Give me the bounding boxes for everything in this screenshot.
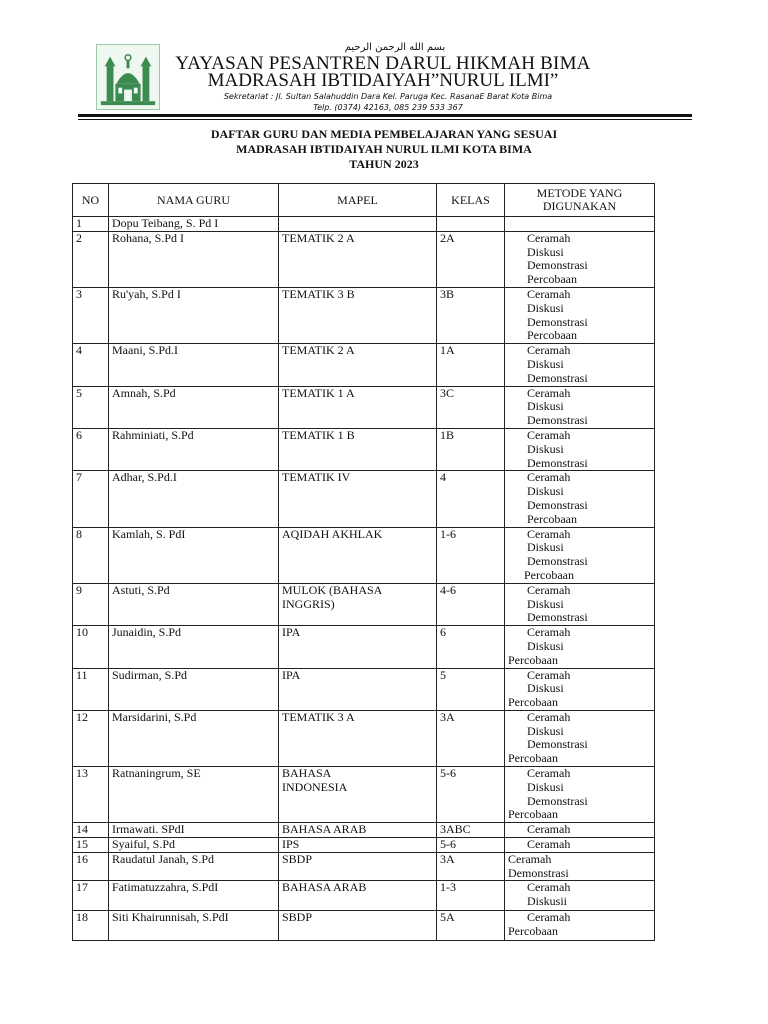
method-item: Diskusi bbox=[527, 399, 564, 414]
method-item: Demonstrasi bbox=[527, 413, 588, 428]
subject bbox=[279, 217, 437, 232]
row-number: 4 bbox=[73, 344, 109, 386]
method-item: Diskusi bbox=[527, 484, 564, 499]
teacher-name: Syaiful, S.Pd bbox=[109, 838, 279, 853]
method-item: Diskusii bbox=[527, 894, 568, 909]
title-line-2: MADRASAH IBTIDAIYAH NURUL ILMI KOTA BIMA bbox=[236, 142, 532, 156]
method-item: Ceramah bbox=[527, 470, 571, 485]
method-item: Diskusi bbox=[527, 441, 564, 456]
header-kelas: KELAS bbox=[437, 184, 505, 217]
teaching-methods bbox=[505, 428, 655, 470]
method-item: Demonstrasi bbox=[527, 258, 588, 273]
teacher-name: Ratnaningrum, SE bbox=[109, 767, 279, 823]
method-item: Diskusi bbox=[527, 638, 564, 653]
method-item: Ceramah bbox=[527, 231, 571, 245]
class-level: 1A bbox=[437, 344, 505, 386]
teaching-methods bbox=[505, 231, 655, 287]
table-header-row bbox=[73, 184, 655, 217]
teaching-methods bbox=[505, 217, 655, 232]
teacher-name: Rohana, S.Pd I bbox=[109, 231, 279, 287]
class-level bbox=[437, 217, 505, 232]
subject: TEMATIK 2 A bbox=[279, 231, 437, 287]
method-item: Percobaan bbox=[527, 328, 577, 343]
teacher-name: Siti Khairunnisah, S.PdI bbox=[109, 911, 279, 941]
header-metode bbox=[505, 184, 655, 217]
method-item: Diskusi bbox=[527, 779, 564, 794]
teaching-methods bbox=[505, 527, 655, 583]
row-number: 15 bbox=[73, 838, 109, 853]
teaching-methods bbox=[505, 710, 655, 766]
table-row bbox=[73, 344, 655, 386]
table-row bbox=[73, 471, 655, 527]
row-number: 12 bbox=[73, 710, 109, 766]
row-number: 13 bbox=[73, 767, 109, 823]
subject: IPS bbox=[279, 838, 437, 853]
method-item: Ceramah bbox=[527, 343, 571, 358]
teacher-name: Maani, S.Pd.I bbox=[109, 344, 279, 386]
class-level: 5-6 bbox=[437, 838, 505, 853]
teacher-name: Dopu Teibang, S. Pd I bbox=[109, 217, 279, 232]
method-item: Ceramah bbox=[527, 386, 571, 400]
teacher-name: Fatimatuzzahra, S.PdI bbox=[109, 881, 279, 911]
method-item: Demonstrasi bbox=[527, 737, 588, 752]
method-item: Percobaan bbox=[508, 695, 558, 710]
subject: BAHASA ARAB bbox=[279, 881, 437, 911]
class-level: 1-6 bbox=[437, 527, 505, 583]
teaching-methods bbox=[505, 838, 655, 853]
subject: TEMATIK IV bbox=[279, 471, 437, 527]
method-item: Ceramah bbox=[527, 710, 571, 724]
method-item: Ceramah bbox=[527, 910, 571, 925]
table-row bbox=[73, 710, 655, 766]
row-number: 7 bbox=[73, 471, 109, 527]
teaching-methods bbox=[505, 626, 655, 668]
method-item: Ceramah bbox=[527, 625, 571, 640]
method-item: Diskusi bbox=[527, 681, 564, 696]
method-item: Ceramah bbox=[527, 766, 571, 781]
header-metode-line2: DIGUNAKAN bbox=[542, 199, 617, 213]
subject: BAHASA INDONESIA bbox=[279, 767, 437, 823]
method-item: Percobaan bbox=[508, 807, 558, 822]
teacher-name: Sudirman, S.Pd bbox=[109, 668, 279, 710]
teaching-methods bbox=[505, 344, 655, 386]
table-row bbox=[73, 583, 655, 625]
table-row bbox=[73, 626, 655, 668]
row-number: 17 bbox=[73, 881, 109, 911]
document-title bbox=[100, 127, 668, 172]
row-number: 10 bbox=[73, 626, 109, 668]
header-metode-line1: METODE YANG bbox=[536, 186, 623, 200]
teacher-name: Ru'yah, S.Pd I bbox=[109, 287, 279, 343]
subject: IPA bbox=[279, 668, 437, 710]
method-item: Diskusi bbox=[527, 540, 564, 555]
class-level: 3B bbox=[437, 287, 505, 343]
teaching-methods bbox=[505, 911, 655, 941]
method-item: Diskusi bbox=[527, 300, 564, 315]
row-number: 14 bbox=[73, 823, 109, 838]
method-item: Diskusi bbox=[527, 596, 564, 611]
class-level: 3C bbox=[437, 386, 505, 428]
teacher-name: Junaidin, S.Pd bbox=[109, 626, 279, 668]
class-level: 5-6 bbox=[437, 767, 505, 823]
row-number: 1 bbox=[73, 217, 109, 232]
teaching-methods bbox=[505, 471, 655, 527]
class-level: 4-6 bbox=[437, 583, 505, 625]
teacher-name: Rahminiati, S.Pd bbox=[109, 428, 279, 470]
subject: SBDP bbox=[279, 852, 437, 881]
basmala-text: بسم الله الرحمن الرحيم bbox=[344, 42, 446, 53]
teaching-methods bbox=[505, 287, 655, 343]
class-level: 3A bbox=[437, 710, 505, 766]
row-number: 9 bbox=[73, 583, 109, 625]
teaching-methods bbox=[505, 823, 655, 838]
subject: MULOK (BAHASA INGGRIS) bbox=[279, 583, 437, 625]
teaching-methods bbox=[505, 668, 655, 710]
teacher-name: Marsidarini, S.Pd bbox=[109, 710, 279, 766]
table-row bbox=[73, 881, 655, 911]
mosque-logo-icon bbox=[96, 44, 160, 110]
subject: TEMATIK 1 A bbox=[279, 386, 437, 428]
subject: TEMATIK 1 B bbox=[279, 428, 437, 470]
method-item: Demonstrasi bbox=[508, 865, 569, 880]
class-level: 4 bbox=[437, 471, 505, 527]
method-item: Ceramah bbox=[527, 668, 571, 682]
table-row bbox=[73, 386, 655, 428]
method-item: Diskusi bbox=[527, 723, 564, 738]
method-item: Ceramah bbox=[527, 837, 571, 852]
method-item: Ceramah bbox=[527, 287, 571, 301]
table-row bbox=[73, 527, 655, 583]
table-row bbox=[73, 217, 655, 232]
teaching-methods bbox=[505, 852, 655, 881]
row-number: 2 bbox=[73, 231, 109, 287]
class-level: 5 bbox=[437, 668, 505, 710]
header-nama: NAMA GURU bbox=[109, 184, 279, 217]
class-level: 2A bbox=[437, 231, 505, 287]
teacher-name: Kamlah, S. PdI bbox=[109, 527, 279, 583]
subject: TEMATIK 3 B bbox=[279, 287, 437, 343]
method-item: Percobaan bbox=[527, 511, 577, 526]
table-row bbox=[73, 767, 655, 823]
row-number: 3 bbox=[73, 287, 109, 343]
method-item: Diskusi bbox=[527, 356, 564, 371]
method-item: Demonstrasi bbox=[527, 455, 588, 470]
class-level: 1B bbox=[437, 428, 505, 470]
method-item: Percobaan bbox=[527, 272, 577, 287]
title-line-3: TAHUN 2023 bbox=[349, 157, 419, 171]
teacher-name: Astuti, S.Pd bbox=[109, 583, 279, 625]
subject: IPA bbox=[279, 626, 437, 668]
class-level: 3A bbox=[437, 852, 505, 881]
table-row bbox=[73, 823, 655, 838]
subject: TEMATIK 3 A bbox=[279, 710, 437, 766]
method-item: Demonstrasi bbox=[527, 370, 588, 385]
table-row bbox=[73, 838, 655, 853]
table-row bbox=[73, 428, 655, 470]
title-line-1: DAFTAR GURU DAN MEDIA PEMBELAJARAN YANG SESUAI bbox=[210, 127, 558, 141]
class-level: 5A bbox=[437, 911, 505, 941]
method-item: Percobaan bbox=[524, 567, 574, 582]
method-item: Ceramah bbox=[527, 880, 571, 895]
teacher-name: Adhar, S.Pd.I bbox=[109, 471, 279, 527]
class-level: 1-3 bbox=[437, 881, 505, 911]
row-number: 8 bbox=[73, 527, 109, 583]
subject: TEMATIK 2 A bbox=[279, 344, 437, 386]
header-divider-thick bbox=[78, 114, 692, 117]
method-item: Diskusi bbox=[527, 244, 564, 259]
method-item: Demonstrasi bbox=[527, 610, 588, 625]
method-item: Ceramah bbox=[527, 822, 571, 837]
method-item: Percobaan bbox=[508, 652, 558, 667]
class-level: 6 bbox=[437, 626, 505, 668]
address-text: Sekretariat : Jl. Sultan Salahuddin Dara Kel. Paruga Kec. RasanaE Barat Kota Bima bbox=[223, 92, 553, 101]
table-row bbox=[73, 287, 655, 343]
teacher-name: Amnah, S.Pd bbox=[109, 386, 279, 428]
table-row bbox=[73, 852, 655, 881]
method-item: Percobaan bbox=[508, 924, 558, 939]
header-divider-thin bbox=[78, 119, 692, 120]
teaching-methods bbox=[505, 881, 655, 911]
header-mapel: MAPEL bbox=[279, 184, 437, 217]
org-name: YAYASAN PESANTREN DARUL HIKMAH BIMA bbox=[175, 53, 591, 74]
subject: SBDP bbox=[279, 911, 437, 941]
class-level: 3ABC bbox=[437, 823, 505, 838]
subject: AQIDAH AKHLAK bbox=[279, 527, 437, 583]
header-no: NO bbox=[73, 184, 109, 217]
method-item: Demonstrasi bbox=[527, 497, 588, 512]
subject: BAHASA ARAB bbox=[279, 823, 437, 838]
method-item: Ceramah bbox=[508, 852, 552, 866]
teaching-methods bbox=[505, 583, 655, 625]
school-name: MADRASAH IBTIDAIYAH”NURUL ILMI” bbox=[207, 70, 559, 91]
table-row bbox=[73, 668, 655, 710]
table-row bbox=[73, 231, 655, 287]
table-row bbox=[73, 911, 655, 941]
row-number: 5 bbox=[73, 386, 109, 428]
teacher-name: Irmawati. SPdI bbox=[109, 823, 279, 838]
teaching-methods bbox=[505, 386, 655, 428]
row-number: 11 bbox=[73, 668, 109, 710]
method-item: Ceramah bbox=[527, 583, 571, 597]
method-item: Demonstrasi bbox=[527, 314, 588, 329]
row-number: 18 bbox=[73, 911, 109, 941]
method-item: Ceramah bbox=[527, 527, 571, 541]
method-item: Percobaan bbox=[508, 751, 558, 766]
row-number: 16 bbox=[73, 852, 109, 881]
teaching-methods bbox=[505, 767, 655, 823]
phone-text: Telp. (0374) 42163, 085 239 533 367 bbox=[313, 103, 463, 112]
method-item: Demonstrasi bbox=[527, 554, 588, 569]
teacher-name: Raudatul Janah, S.Pd bbox=[109, 852, 279, 881]
table-body bbox=[73, 217, 655, 941]
method-item: Demonstrasi bbox=[527, 793, 588, 808]
row-number: 6 bbox=[73, 428, 109, 470]
method-item: Ceramah bbox=[527, 428, 571, 442]
teacher-table bbox=[72, 183, 655, 941]
